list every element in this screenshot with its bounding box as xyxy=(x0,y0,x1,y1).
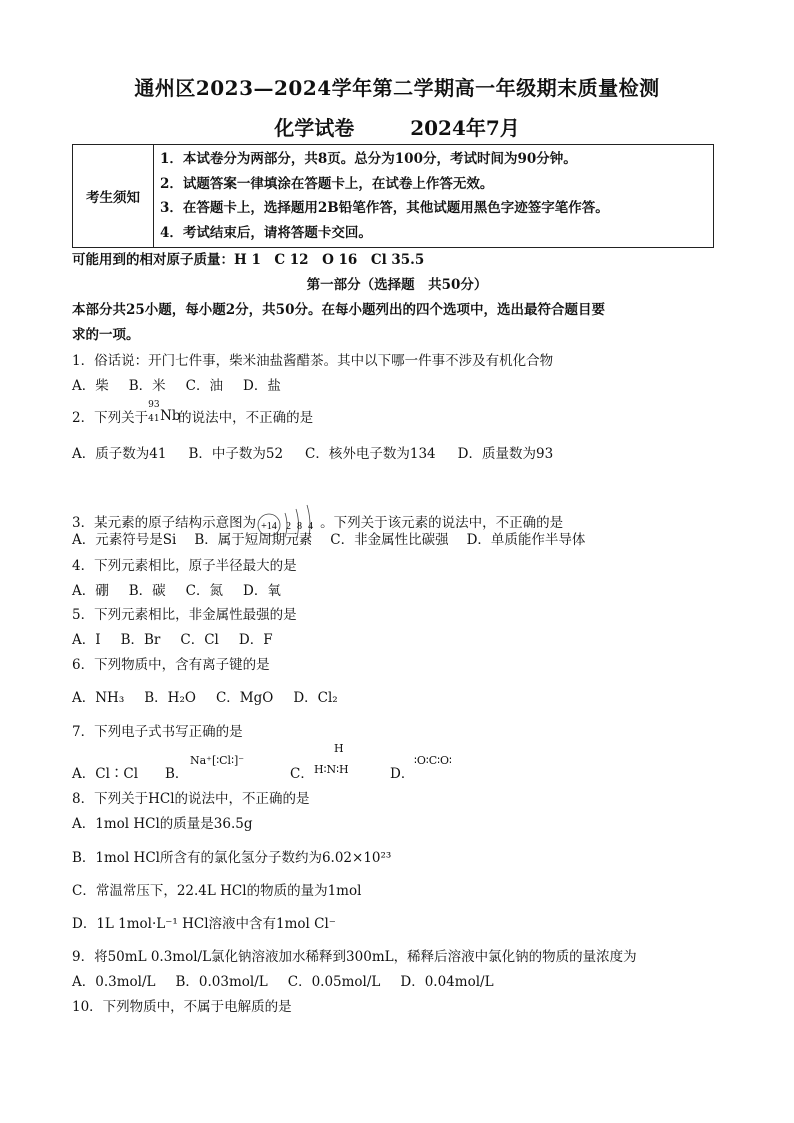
option-b: B．碳 xyxy=(128,583,166,599)
option-d: D．1L 1mol·L⁻¹ HCl溶液中含有1mol Cl⁻ xyxy=(72,916,336,932)
question-5-options xyxy=(72,628,293,648)
option-a: A．柴 xyxy=(72,378,109,394)
question-9-stem: 9．将50mL 0.3mol/L氯化钠溶液加水稀释到300mL，稀释后溶液中氯化钠的物质的量浓度为 xyxy=(72,949,637,965)
option-c: C．氮 xyxy=(185,583,224,599)
option-c: C．常温常压下，22.4L HCl的物质的量为1mol xyxy=(72,883,362,899)
option-d: D．单质能作半导体 xyxy=(466,532,586,548)
option-c: C．Cl xyxy=(180,632,219,648)
nucleus-charge: +14 xyxy=(261,521,277,532)
option-c-top-h: H xyxy=(334,742,344,755)
question-1-stem: 1．俗话说：开门七件事，柴米油盐酱醋茶。其中以下哪一件事不涉及有机化合物 xyxy=(72,353,554,369)
question-1-options xyxy=(72,374,301,394)
option-a: A．NH₃ xyxy=(72,690,125,706)
question-6-stem: 6．下列物质中，含有离子键的是 xyxy=(72,657,270,673)
stem-text: 2．下列关于 xyxy=(72,410,149,426)
question-9-options xyxy=(72,970,514,990)
option-a: A．硼 xyxy=(72,583,109,599)
option-a: A．1mol HCl的质量是36.5g xyxy=(72,816,253,832)
shell-electrons: 2 xyxy=(286,521,292,532)
option-d-label: D． xyxy=(390,766,415,782)
part1-intro: 本部分共25小题，每小题2分，共50分。在每小题列出的四个选项中，选出最符合题目要 xyxy=(72,302,605,318)
stem-text: 的说法中，不正确的是 xyxy=(178,410,314,426)
option-d: D．氧 xyxy=(243,583,281,599)
notice-item: 1．本试卷分为两部分，共8页。总分为100分，考试时间为90分钟。 xyxy=(160,151,577,167)
option-c: C．非金属性比碳强 xyxy=(330,532,449,548)
stem-text: 。下列关于该元素的说法中，不正确的是 xyxy=(320,515,564,531)
option-b-lewis-formula: Na⁺[∶Cl∶]⁻ xyxy=(190,754,245,767)
option-c-lewis-formula: H∶N∶H xyxy=(314,763,349,776)
question-4-stem: 4．下列元素相比，原子半径最大的是 xyxy=(72,558,297,574)
question-4-options xyxy=(72,579,301,599)
nuclide-symbol xyxy=(148,400,181,428)
option-b: B．1mol HCl所含有的氯化氢分子数约为6.02×10²³ xyxy=(72,850,392,866)
question-7-stem: 7．下列电子式书写正确的是 xyxy=(72,724,243,740)
option-b: B．Br xyxy=(120,632,161,648)
option-c: C．0.05mol/L xyxy=(287,974,381,990)
shell-electrons: 4 xyxy=(308,521,314,532)
part1-intro-cont: 求的一项。 xyxy=(72,327,140,343)
option-b: B．中子数为52 xyxy=(188,446,284,462)
option-a: A．Cl∶Cl xyxy=(72,766,139,782)
option-b: B．属于短周期元素 xyxy=(194,532,313,548)
atomic-number: 41 xyxy=(148,414,160,424)
option-d: D．Cl₂ xyxy=(293,690,338,706)
notice-item: 3．在答题卡上，选择题用2B铅笔作答，其他试题用黑色字迹签字笔作答。 xyxy=(160,200,609,216)
question-10-stem: 10．下列物质中，不属于电解质的是 xyxy=(72,999,292,1015)
shell-electrons: 8 xyxy=(297,521,303,532)
subject-title: 化学试卷 xyxy=(274,116,355,140)
option-c: C．油 xyxy=(185,378,224,394)
option-a: A．0.3mol/L xyxy=(72,974,156,990)
option-a: A．元素符号是Si xyxy=(72,532,177,548)
element-symbol: Nb xyxy=(160,408,181,424)
option-d-lewis-formula: ∶O∶C∶O∶ xyxy=(414,754,452,767)
option-d: D．质量数为93 xyxy=(457,446,554,462)
question-2-options xyxy=(72,442,573,462)
question-8-stem: 8．下列关于HCl的说法中，不正确的是 xyxy=(72,791,310,807)
option-b: B．0.03mol/L xyxy=(175,974,268,990)
notice-item: 2．试题答案一律填涂在答题卡上，在试卷上作答无效。 xyxy=(160,175,494,192)
option-a: A．质子数为41 xyxy=(72,446,167,462)
notice-label: 考生须知 xyxy=(73,145,154,248)
mass-number: 93 xyxy=(148,400,160,410)
notice-items xyxy=(154,145,714,248)
part1-heading: 第一部分（选择题 共50分） xyxy=(306,277,488,293)
option-c: C．MgO xyxy=(215,690,274,706)
option-b: B．H₂O xyxy=(144,690,196,706)
notice-table xyxy=(72,144,714,248)
exam-subtitle xyxy=(0,112,794,141)
stem-text: 3．某元素的原子结构示意图为 xyxy=(72,515,257,531)
option-d: D．F xyxy=(238,632,273,648)
exam-date: 2024年7月 xyxy=(410,116,520,140)
option-c-label: C． xyxy=(290,766,314,782)
question-3-options xyxy=(72,528,605,548)
question-6-options xyxy=(72,686,358,706)
option-a: A．I xyxy=(72,632,101,648)
option-c: C．核外电子数为134 xyxy=(305,446,436,462)
option-d: D．0.04mol/L xyxy=(400,974,494,990)
question-5-stem: 5．下列元素相比，非金属性最强的是 xyxy=(72,607,297,623)
notice-item: 4．考试结束后，请将答题卡交回。 xyxy=(160,224,372,241)
atomic-masses: 可能用到的相对原子质量：H 1 C 12 O 16 Cl 35.5 xyxy=(72,252,425,268)
exam-title: 通州区2023—2024学年第二学期高一年级期末质量检测 xyxy=(134,76,660,100)
option-d: D．盐 xyxy=(243,378,281,394)
question-2-stem xyxy=(72,400,314,428)
option-b-label: B． xyxy=(165,766,189,782)
option-b: B．米 xyxy=(128,378,166,394)
